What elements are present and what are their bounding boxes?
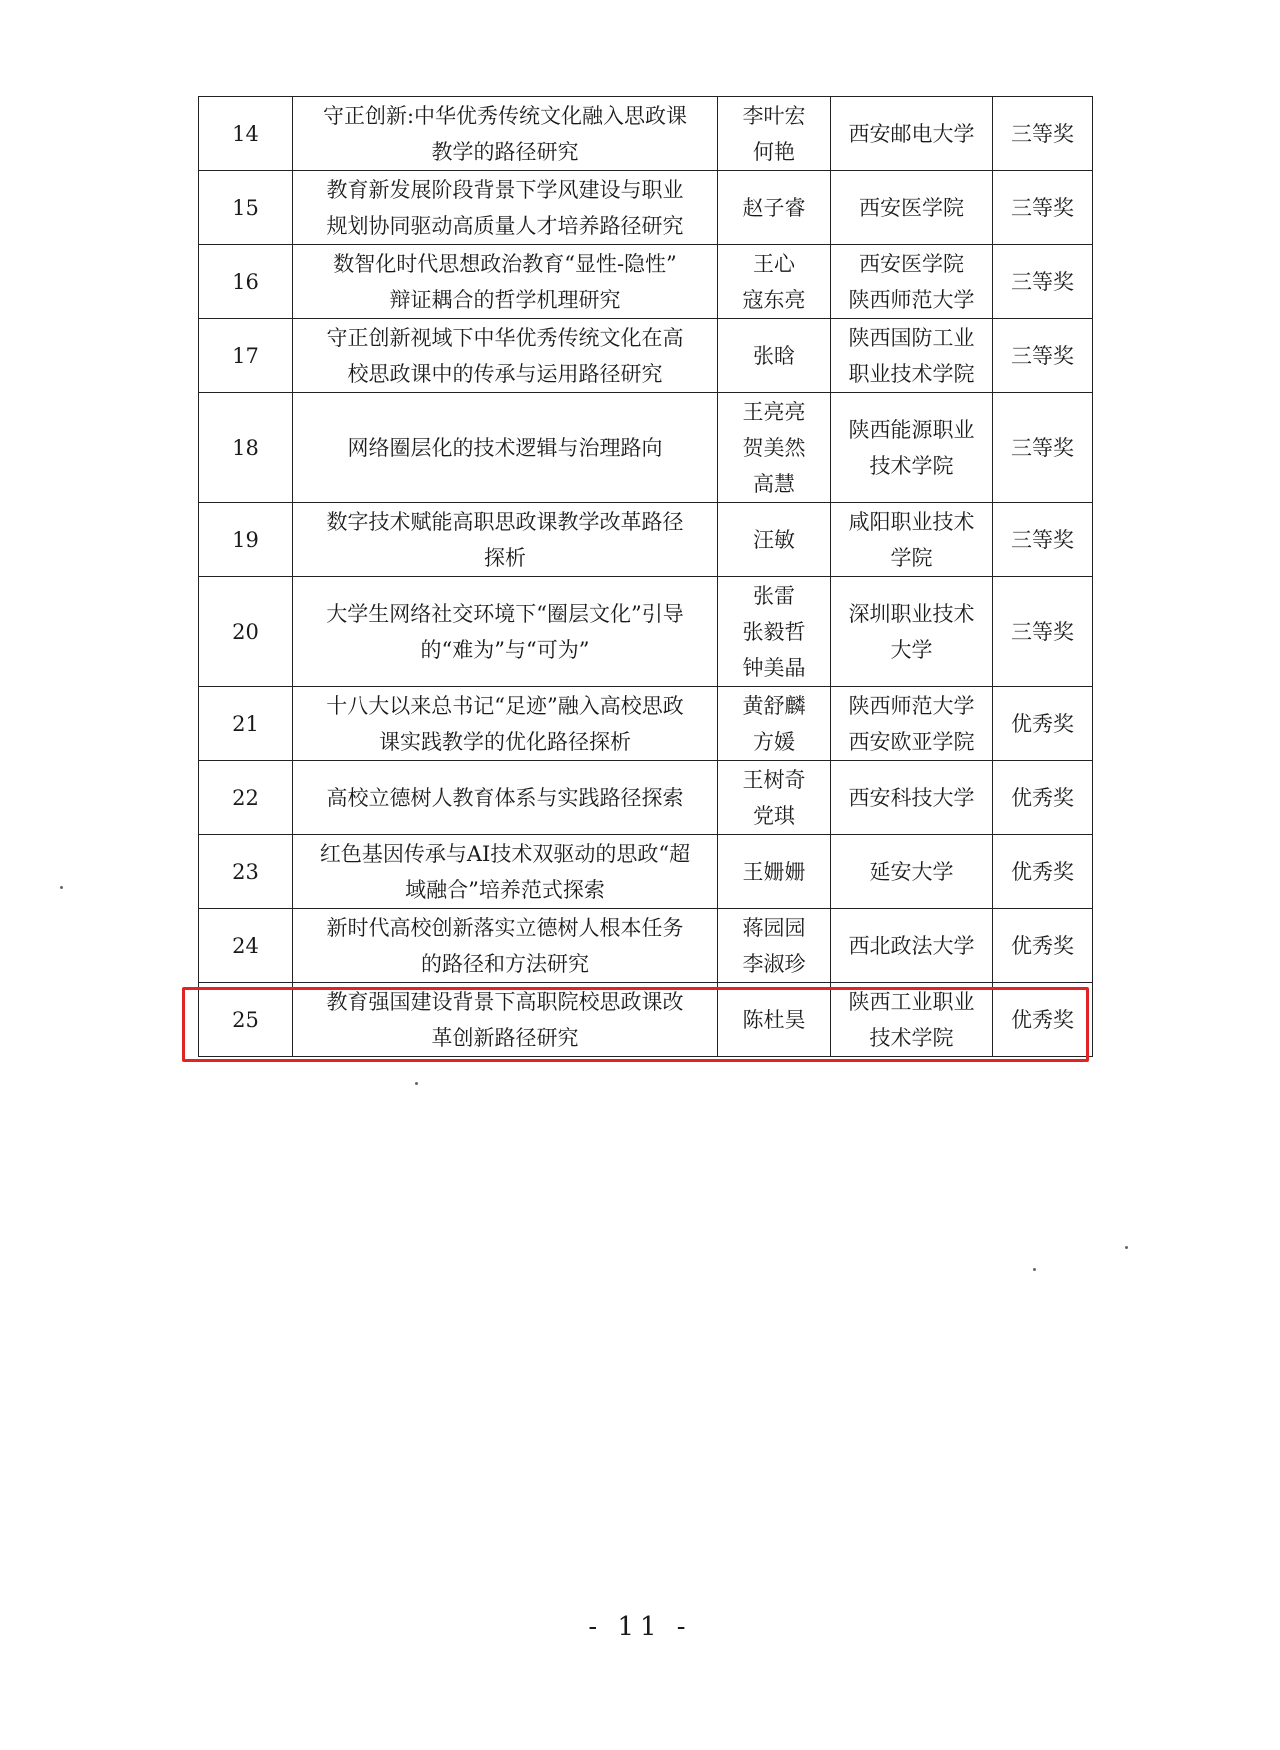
unit-cell — [831, 761, 993, 835]
project-title-cell — [293, 245, 718, 319]
table-row — [199, 761, 1093, 835]
author-cell-line: 方媛 — [753, 729, 795, 754]
row-number-cell: 14 — [199, 97, 293, 171]
author-cell-line: 贺美然 — [742, 435, 806, 460]
author-cell — [718, 503, 831, 577]
unit-cell-line: 陕西能源职业 — [848, 417, 975, 442]
project-title-cell-line: 课实践教学的优化路径探析 — [379, 729, 631, 754]
project-title-cell-line: 规划协同驱动高质量人才培养路径研究 — [326, 213, 684, 238]
award-table — [198, 96, 1093, 1057]
award-cell: 三等奖 — [993, 245, 1093, 319]
project-title-cell-line: 大学生网络社交环境下“圈层文化”引导 — [326, 601, 684, 626]
unit-cell — [831, 393, 993, 503]
award-cell: 三等奖 — [993, 97, 1093, 171]
project-title-cell-line: 数字技术赋能高职思政课教学改革路径 — [326, 509, 684, 534]
author-cell-line: 张毅哲 — [742, 619, 806, 644]
unit-cell-line: 深圳职业技术 — [848, 601, 975, 626]
project-title-cell — [293, 171, 718, 245]
author-cell — [718, 687, 831, 761]
highlight-box — [182, 987, 1089, 1062]
unit-cell-line: 陕西工业职业 — [848, 989, 975, 1014]
row-number-cell: 20 — [199, 577, 293, 687]
award-cell: 三等奖 — [993, 171, 1093, 245]
award-cell: 三等奖 — [993, 503, 1093, 577]
unit-cell-line: 职业技术学院 — [848, 361, 975, 386]
project-title-cell-line: 教育新发展阶段背景下学风建设与职业 — [326, 177, 684, 202]
award-cell: 优秀奖 — [993, 909, 1093, 983]
project-title-cell — [293, 687, 718, 761]
project-title-cell-line: 的“难为”与“可为” — [420, 637, 590, 662]
author-cell-line: 王姗姗 — [742, 859, 806, 884]
unit-cell-line: 陕西师范大学 — [848, 287, 975, 312]
project-title-cell-line: 革创新路径研究 — [431, 1025, 579, 1050]
unit-cell — [831, 245, 993, 319]
project-title-cell-line: 探析 — [484, 545, 526, 570]
award-cell: 优秀奖 — [993, 761, 1093, 835]
author-cell-line: 黄舒麟 — [742, 693, 806, 718]
author-cell-line: 寇东亮 — [742, 287, 806, 312]
scan-speck — [415, 1082, 418, 1085]
unit-cell-line: 西北政法大学 — [848, 933, 975, 958]
project-title-cell — [293, 393, 718, 503]
scan-speck — [1033, 1268, 1036, 1271]
project-title-cell-line: 守正创新视域下中华优秀传统文化在高 — [326, 325, 684, 350]
unit-cell — [831, 503, 993, 577]
unit-cell-line: 西安邮电大学 — [848, 121, 975, 146]
project-title-cell — [293, 835, 718, 909]
author-cell-line: 张雷 — [753, 583, 795, 608]
project-title-cell-line: 域融合”培养范式探索 — [405, 877, 605, 902]
unit-cell-line: 大学 — [890, 637, 933, 662]
page-number: - 11 - — [588, 1612, 692, 1642]
project-title-cell-line: 网络圈层化的技术逻辑与治理路向 — [347, 435, 663, 460]
award-cell: 优秀奖 — [993, 983, 1093, 1057]
author-cell-line: 王亮亮 — [742, 399, 806, 424]
row-number-cell: 24 — [199, 909, 293, 983]
unit-cell-line: 西安科技大学 — [848, 785, 975, 810]
award-cell: 三等奖 — [993, 319, 1093, 393]
author-cell-line: 李叶宏 — [742, 103, 806, 128]
table-row — [199, 687, 1093, 761]
author-cell — [718, 909, 831, 983]
project-title-cell-line: 辩证耦合的哲学机理研究 — [389, 287, 621, 312]
author-cell-line: 高慧 — [753, 471, 795, 496]
author-cell — [718, 319, 831, 393]
author-cell-line: 王树奇 — [742, 767, 806, 792]
project-title-cell — [293, 97, 718, 171]
author-cell — [718, 835, 831, 909]
project-title-cell-line: 校思政课中的传承与运用路径研究 — [347, 361, 663, 386]
project-title-cell — [293, 319, 718, 393]
author-cell-line: 蒋园园 — [742, 915, 806, 940]
project-title-cell-line: 十八大以来总书记“足迹”融入高校思政 — [326, 693, 684, 718]
unit-cell-line: 西安医学院 — [859, 195, 964, 220]
award-cell: 优秀奖 — [993, 835, 1093, 909]
project-title-cell-line: 的路径和方法研究 — [421, 951, 589, 976]
row-number-cell: 17 — [199, 319, 293, 393]
project-title-cell-line: 教育强国建设背景下高职院校思政课改 — [326, 989, 684, 1014]
table-row — [199, 503, 1093, 577]
table-row — [199, 97, 1093, 171]
author-cell-line: 李淑珍 — [742, 951, 806, 976]
author-cell-line: 党琪 — [753, 803, 795, 828]
row-number-cell: 21 — [199, 687, 293, 761]
table-row — [199, 245, 1093, 319]
award-cell: 优秀奖 — [993, 687, 1093, 761]
unit-cell — [831, 909, 993, 983]
unit-cell-line: 陕西国防工业 — [848, 325, 975, 350]
unit-cell-line: 陕西师范大学 — [848, 693, 975, 718]
project-title-cell-line: 新时代高校创新落实立德树人根本任务 — [326, 915, 684, 940]
project-title-cell — [293, 761, 718, 835]
project-title-cell-line: 守正创新:中华优秀传统文化融入思政课 — [322, 103, 688, 128]
project-title-cell-line: 教学的路径研究 — [431, 139, 579, 164]
author-cell — [718, 761, 831, 835]
unit-cell-line: 技术学院 — [869, 1025, 954, 1050]
author-cell-line: 汪敏 — [753, 527, 795, 552]
row-number-cell: 18 — [199, 393, 293, 503]
unit-cell — [831, 319, 993, 393]
table-row — [199, 393, 1093, 503]
project-title-cell — [293, 503, 718, 577]
project-title-cell-line: 数智化时代思想政治教育“显性-隐性” — [333, 251, 677, 276]
author-cell-line: 张晗 — [753, 343, 795, 368]
row-number-cell: 25 — [199, 983, 293, 1057]
table-row — [199, 319, 1093, 393]
unit-cell-line: 咸阳职业技术 — [848, 509, 975, 534]
unit-cell — [831, 577, 993, 687]
award-table-body — [199, 97, 1093, 1057]
table-row — [199, 835, 1093, 909]
table-row — [199, 577, 1093, 687]
author-cell-line: 钟美晶 — [742, 655, 806, 680]
author-cell-line: 何艳 — [753, 139, 795, 164]
table-row — [199, 909, 1093, 983]
project-title-cell-line: 红色基因传承与AI技术双驱动的思政“超 — [319, 841, 691, 866]
unit-cell — [831, 97, 993, 171]
author-cell-line: 陈杜昊 — [742, 1007, 806, 1032]
row-number-cell: 22 — [199, 761, 293, 835]
unit-cell-line: 西安医学院 — [859, 251, 964, 276]
author-cell-line: 王心 — [753, 251, 795, 276]
unit-cell-line: 西安欧亚学院 — [848, 729, 975, 754]
scan-speck — [1125, 1246, 1128, 1249]
row-number-cell: 15 — [199, 171, 293, 245]
table-row — [199, 171, 1093, 245]
award-cell: 三等奖 — [993, 393, 1093, 503]
row-number-cell: 16 — [199, 245, 293, 319]
author-cell — [718, 97, 831, 171]
unit-cell — [831, 687, 993, 761]
unit-cell-line: 技术学院 — [869, 453, 954, 478]
project-title-cell — [293, 577, 718, 687]
unit-cell — [831, 171, 993, 245]
project-title-cell-line: 高校立德树人教育体系与实践路径探索 — [326, 785, 684, 810]
project-title-cell — [293, 909, 718, 983]
author-cell — [718, 171, 831, 245]
row-number-cell: 23 — [199, 835, 293, 909]
author-cell — [718, 577, 831, 687]
author-cell — [718, 393, 831, 503]
unit-cell-line: 延安大学 — [869, 859, 954, 884]
award-cell: 三等奖 — [993, 577, 1093, 687]
unit-cell — [831, 835, 993, 909]
scan-speck — [60, 886, 63, 889]
row-number-cell: 19 — [199, 503, 293, 577]
author-cell — [718, 245, 831, 319]
unit-cell-line: 学院 — [890, 545, 933, 570]
author-cell-line: 赵子睿 — [742, 195, 806, 220]
